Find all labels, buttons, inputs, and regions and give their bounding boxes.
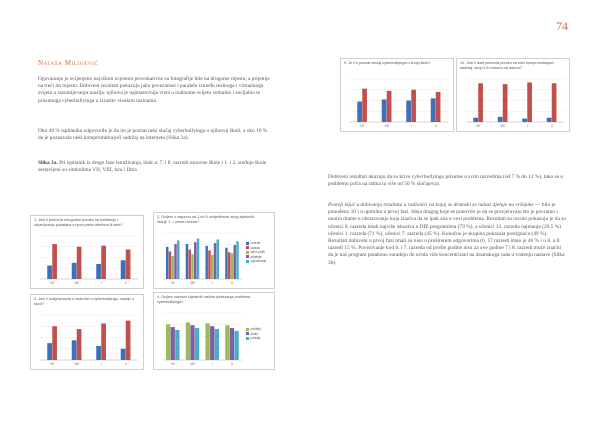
chart-compromising-content	[456, 58, 570, 132]
bar-policija	[175, 330, 179, 360]
bar-ulazak	[188, 250, 190, 279]
bar-ogovaranje	[217, 239, 219, 279]
tick-label: I	[526, 124, 528, 128]
results-text-2: prisutne u svim razredima (od 7 % do 12 %), tako se o problemu priča na ratina la više od 50 % slučajeva).	[328, 174, 564, 188]
bar-da	[473, 118, 478, 122]
legend-swatch	[246, 332, 249, 335]
bar-ne	[503, 84, 508, 122]
legend-label: škola	[250, 331, 258, 336]
chart-solution-importance	[153, 292, 275, 370]
bar-ne	[436, 92, 441, 122]
tick-label: I	[410, 124, 412, 128]
bar-da	[431, 98, 436, 122]
bar-da	[121, 260, 126, 279]
bar-ogovaranje	[197, 239, 199, 279]
legend-swatch	[246, 242, 249, 245]
tick-label: VIII	[74, 362, 80, 366]
paragraph-results	[328, 174, 566, 188]
bar-lažni-profil	[191, 254, 193, 279]
bar-ulazak	[169, 251, 171, 279]
tick-label: VII	[50, 281, 55, 285]
bar-lažni-profil	[211, 255, 213, 279]
bar-prijetnje	[234, 245, 236, 279]
tick-label: VII	[170, 362, 175, 366]
legend-label: ogovaranje	[250, 259, 267, 264]
bar-škola	[230, 328, 234, 360]
bar-roditelji	[166, 324, 170, 360]
bar-ne	[126, 249, 131, 279]
chart-title: 2. Ocijeni u rasponu od 1 do 5 uvrijeđenost zbog sljedećih radnji: 1 = nema uvrede?	[157, 215, 255, 224]
chart-title: 1. Jesi li primio/la neugodne poruke na korištenju i objavljivanju podataka s njom preko telefona ili web?	[34, 218, 123, 227]
tick-label: I	[100, 362, 102, 366]
bar-da	[406, 101, 411, 123]
chart-plot	[31, 295, 143, 369]
bar-prijetnje	[174, 244, 176, 279]
bar-da	[547, 118, 552, 122]
bar-uvrede	[186, 244, 188, 279]
bar-škola	[190, 325, 194, 360]
bar-ulazak	[208, 250, 210, 279]
bar-škola	[210, 326, 214, 360]
bar-da	[498, 117, 503, 122]
tick-label: VII	[50, 362, 55, 366]
chart-title: 3. Jesi li sudjelovao/la u radionici o cyberbullyingu, nasilju u školi?	[34, 297, 134, 306]
chart-legend	[246, 241, 266, 264]
legend-swatch	[246, 328, 249, 331]
bar-ogovaranje	[177, 240, 179, 279]
chart-plot	[457, 59, 569, 131]
paragraph-figure-caption	[38, 160, 273, 174]
results-emphasis: cyberbullyinga	[411, 174, 445, 180]
chart-workshop-participation	[30, 294, 144, 370]
chart-legend	[246, 327, 261, 341]
tick-label: VIII	[190, 281, 196, 285]
bar-ne	[411, 90, 416, 122]
legend-label: policija	[250, 336, 261, 341]
tick-label: VII	[360, 124, 365, 128]
legend-swatch	[246, 246, 249, 249]
bar-ulazak	[228, 252, 230, 279]
bar-ne	[126, 321, 131, 360]
legend-label: uvrede	[250, 241, 261, 245]
bar-uvrede	[166, 247, 168, 279]
bar-prijetnje	[194, 242, 196, 279]
tick-label: II	[124, 362, 127, 366]
tick-label: I	[211, 281, 213, 285]
tick-label: II	[231, 281, 234, 285]
figure-label: Slika 3a.	[38, 160, 58, 166]
bar-da	[96, 346, 101, 360]
chart-offence-rating	[153, 212, 275, 289]
chart-known-case	[340, 58, 454, 132]
chart-title: 9. Je li ti poznat slučaj cyberbullyinga u tvojoj školi?	[344, 61, 431, 65]
legend-swatch	[246, 255, 249, 258]
tick-label: II	[231, 362, 234, 366]
bar-ne	[101, 246, 106, 279]
bar-ne	[77, 247, 82, 279]
tick-label: VIII	[500, 124, 506, 128]
tick-label: VIII	[384, 124, 390, 128]
bar-da	[47, 343, 52, 360]
bar-roditelji	[225, 325, 229, 360]
legend-swatch	[246, 251, 249, 254]
tick-label: VIII	[190, 362, 196, 366]
discussion-emphasis: Postoji ključ u dobivanju rezultata u radionici na kojoj se dramski se nalazi djeluje na vršnjake	[328, 202, 534, 208]
bar-ne	[552, 83, 557, 122]
bar-da	[121, 349, 126, 360]
figure-caption-text: Pri ispitanik iz druge faze istraživanja, blok a: 7. i 8. razredi osnovne škole i 1. i 2. srednje škole sestavljeni su simbolima VII, VIII, Isra i IIma	[38, 160, 267, 174]
tick-label: II	[550, 124, 553, 128]
bar-ne	[387, 91, 392, 122]
chart-plot	[31, 216, 143, 288]
bar-uvrede	[225, 248, 227, 279]
bar-ne	[77, 329, 82, 360]
bar-policija	[234, 331, 238, 360]
bar-roditelji	[186, 322, 190, 360]
chart-unpleasant-messages	[30, 215, 144, 289]
bar-roditelji	[205, 323, 209, 360]
bar-policija	[215, 329, 219, 360]
chart-title: 10. Jesi li ikad primio/la poruku za neki kompromitirajući sadržaj, snop li ih izravno od autora?	[460, 61, 554, 70]
bar-da	[382, 99, 387, 122]
bar-da	[522, 119, 527, 122]
page-number: 74	[556, 19, 568, 33]
discussion-text: — bilo je ponuđeno 10 i u upitniku u prvoj fazi. Ideja drugog koje se ponovilo je da se provjeravaju što je povratno i unutra drame u obrazovanju koja izaziva da se ipak zna u vezi problema. Rezultati su ravnio pokazuju je da su učenici 8. razreda imali najviše iskustva u DIE programima (79 %), a učenici 12. razreda najmanje (29,5 %) učenici 1. razreda (71 %), učenici 7. razreda (45 %). Konačno je skupina pokazala postignuća (49 %). Rezultati dobiveni u prvoj fazi imali su nisu u proširenim odgovorima (6, 17 razredi imao je 46 % i u 8. a 8. razredi 15 %. Povezivanje kod 6. i 7. razreda od prošle godine nisu za ove godine 7 i 8. razredi može značiti da je naš program potaknuo suradnju do uvida više koncentrirani na dramskoga rada u vodenju nastave (Slika 3b).	[328, 202, 566, 266]
bar-ne	[52, 244, 57, 279]
paragraph-statistics: Oko 40 % ispitanika odgovorilo je da im je poznat neki slučaj cyberbullyinga u njihovoj školi, a oko 10 % da je poznavalo neki kompromitirajući sadržaj na internetu (Slika 3a).	[38, 128, 268, 142]
tick-label: I	[100, 281, 102, 285]
results-text-1: Dobiveni rezultati ukazuju da su krive	[328, 174, 412, 180]
tick-label: VII	[170, 281, 175, 285]
bar-ogovaranje	[236, 241, 238, 279]
tick-label: I	[211, 362, 213, 366]
bar-lažni-profil	[231, 253, 233, 279]
chart-plot	[341, 59, 453, 131]
bar-ne	[52, 326, 57, 360]
legend-label: ulazak	[250, 245, 260, 250]
bar-da	[72, 263, 77, 279]
bar-škola	[171, 327, 175, 360]
author-name: Nataša Milojević	[38, 59, 99, 67]
paragraph-intro: Ogovaranje je ocijenjeno najvišom ocjenom provokativne su fotografije bile na drugome mjestu, a prijetnje na treći im mjestu. Dobiveni rezultati pokazuju jaku povezanost i paralelu između realnoga i virtualnoga svijeta u razumijevanju nasilja: njihova je najmasovnija vrsta u realnome svijetu verbalno i socijalno te prisutnoga cyberbullyinga u izrazito visokim razinama.	[38, 76, 270, 104]
bar-policija	[195, 328, 199, 360]
bar-lažni-profil	[171, 256, 173, 279]
bar-ne	[478, 83, 483, 122]
bar-ne	[527, 82, 532, 122]
bar-prijetnje	[214, 243, 216, 279]
bar-da	[47, 266, 52, 279]
legend-label: lažni profil	[250, 250, 265, 255]
legend-entry	[246, 336, 261, 341]
bar-ne	[101, 323, 106, 360]
tick-label: VIII	[74, 281, 80, 285]
chart-title: 4. Ocijeni važnost sljedećih načina rješavanja problema cyberbullyinga?	[157, 295, 251, 304]
legend-entry	[246, 259, 266, 264]
bar-da	[357, 102, 362, 122]
tick-label: II	[124, 281, 127, 285]
legend-label: prijetnje	[250, 254, 262, 259]
bar-da	[96, 264, 101, 279]
bar-ne	[362, 89, 367, 122]
legend-label: roditelji	[250, 327, 261, 331]
legend-swatch	[246, 337, 249, 340]
bar-da	[72, 340, 77, 360]
paragraph-discussion	[328, 202, 566, 267]
tick-label: VII	[476, 124, 481, 128]
legend-swatch	[246, 260, 249, 263]
tick-label: II	[434, 124, 437, 128]
bar-uvrede	[205, 246, 207, 279]
